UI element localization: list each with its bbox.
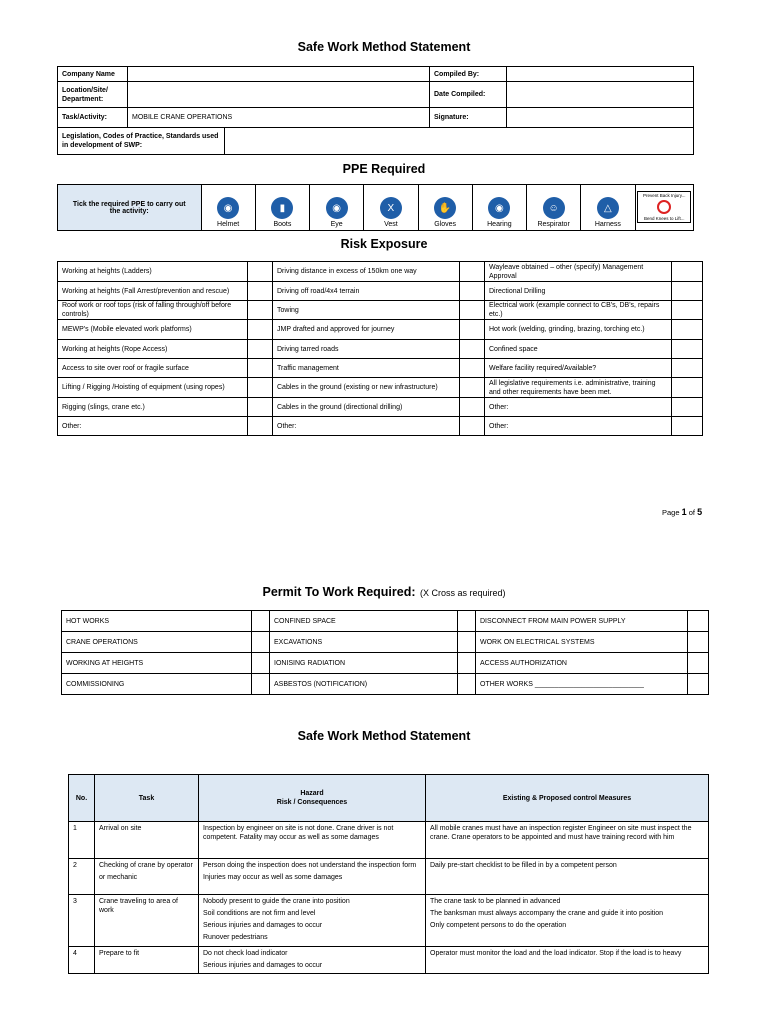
swms-hazard-line: Serious injuries and damages to occur (203, 962, 323, 969)
risk-checkbox[interactable] (248, 320, 273, 340)
boots-icon: ▮ (271, 197, 293, 219)
header-table (57, 66, 694, 155)
location-label: Location/Site/ Department: (58, 82, 128, 108)
company-name-label: Company Name (58, 67, 128, 82)
risk-checkbox[interactable] (248, 282, 273, 301)
col-control: Existing & Proposed control Measures (426, 775, 709, 822)
swms-hazard-cell (199, 822, 426, 859)
permit-item-label: EXCAVATIONS (270, 632, 458, 653)
ppe-label: Hearing (487, 221, 512, 228)
risk-item-label: Access to site over roof or fragile surface (58, 359, 248, 378)
risk-item-label: Other: (58, 417, 248, 436)
risk-checkbox[interactable] (460, 359, 485, 378)
ppe-hearing[interactable] (473, 185, 527, 230)
swms-hazard-line: Do not check load indicator (203, 950, 288, 957)
risk-item-label: Working at heights (Ladders) (58, 262, 248, 282)
swms-hazard-cell (199, 947, 426, 974)
step-number: 3 (69, 895, 95, 947)
step-number: 1 (69, 822, 95, 859)
permit-item-label: OTHER WORKS ____________________________ (476, 674, 688, 695)
signature-field[interactable] (507, 108, 694, 128)
risk-checkbox[interactable] (460, 301, 485, 320)
company-name-field[interactable] (128, 67, 430, 82)
ppe-label: Gloves (434, 221, 457, 228)
risk-item-label: Other: (273, 417, 460, 436)
swms-control-cell (426, 859, 709, 895)
permit-row (62, 611, 709, 632)
permit-item-label: HOT WORKS (62, 611, 252, 632)
risk-row (58, 262, 703, 282)
permit-row (62, 674, 709, 695)
risk-item-label: All legislative requirements i.e. administrative, training and other requirements have been met. (485, 378, 672, 398)
swms-control-line: The crane task to be planned in advanced (430, 898, 561, 905)
swms-row (69, 895, 709, 947)
swms-task-line: Prepare to fit (99, 950, 140, 957)
permit-note: (X Cross as required) (419, 588, 506, 598)
risk-item-label: Cables in the ground (existing or new infrastructure) (273, 378, 460, 398)
ppe-gloves[interactable] (419, 185, 473, 230)
risk-item-label: JMP drafted and approved for journey (273, 320, 460, 340)
page-prefix: Page (662, 508, 680, 517)
swms-control-line: Only competent persons to do the operation (430, 922, 567, 929)
helmet-icon: ◉ (217, 197, 239, 219)
page-total: 5 (697, 507, 703, 517)
swms-task-line: or mechanic (99, 874, 138, 881)
permit-checkbox[interactable] (458, 632, 476, 653)
ppe-label: Vest (384, 221, 398, 228)
permit-item-label: ACCESS AUTHORIZATION (476, 653, 688, 674)
risk-checkbox[interactable] (248, 378, 273, 398)
risk-item-label: Driving off road/4x4 terrain (273, 282, 460, 301)
permit-checkbox[interactable] (458, 653, 476, 674)
risk-checkbox[interactable] (672, 320, 703, 340)
risk-title: Risk Exposure (340, 237, 428, 251)
permit-item-label: WORKING AT HEIGHTS (62, 653, 252, 674)
permit-row (62, 632, 709, 653)
risk-checkbox[interactable] (460, 282, 485, 301)
risk-row (58, 359, 703, 378)
permit-checkbox[interactable] (458, 611, 476, 632)
risk-row (58, 301, 703, 320)
gloves-icon: ✋ (434, 197, 456, 219)
permit-item-label: WORK ON ELECTRICAL SYSTEMS (476, 632, 688, 653)
ppe-vest[interactable] (364, 185, 418, 230)
harness-icon: △ (597, 197, 619, 219)
swms-hazard-cell (199, 859, 426, 895)
ppe-title: PPE Required (342, 162, 426, 176)
date-compiled-label: Date Compiled: (430, 82, 507, 108)
swms-hazard-line: Soil conditions are not firm and level (203, 910, 316, 917)
risk-item-label: Traffic management (273, 359, 460, 378)
risk-item-label: Driving tarred roads (273, 340, 460, 359)
permit-checkbox[interactable] (688, 632, 709, 653)
step-number: 4 (69, 947, 95, 974)
location-field[interactable] (128, 82, 430, 108)
task-label: Task/Activity: (58, 108, 128, 128)
swms-table (68, 774, 709, 974)
swms-row (69, 859, 709, 895)
risk-item-label: Directional Drilling (485, 282, 672, 301)
risk-checkbox[interactable] (460, 340, 485, 359)
risk-item-label: Electrical work (example connect to CB's, DB's, repairs etc.) (485, 301, 672, 320)
swms-control-line: Operator must monitor the load and the load indicator. Stop if the load is to heavy (430, 950, 682, 957)
permit-item-label: ASBESTOS (NOTIFICATION) (270, 674, 458, 695)
ppe-respirator[interactable] (527, 185, 581, 230)
risk-item-label: Cables in the ground (directional drilling) (273, 398, 460, 417)
permit-item-label: DISCONNECT FROM MAIN POWER SUPPLY (476, 611, 688, 632)
ppe-label: Respirator (537, 221, 570, 228)
risk-checkbox[interactable] (248, 398, 273, 417)
risk-row (58, 417, 703, 436)
swms-task-cell (95, 895, 199, 947)
risk-item-label: Lifting / Rigging /Hoisting of equipment (using ropes) (58, 378, 248, 398)
page-of: of (688, 508, 695, 517)
permit-title-text: Permit To Work Required: (262, 585, 416, 599)
ppe-instruction: Tick the required PPE to carry out the activity: (58, 185, 202, 230)
ppe-label: Harness (594, 221, 621, 228)
permit-item-label: COMMISSIONING (62, 674, 252, 695)
permit-checkbox[interactable] (688, 611, 709, 632)
sign-bottom-text: Bend Knees to Lift... (643, 215, 685, 221)
risk-item-label: Rigging (slings, crane etc.) (58, 398, 248, 417)
ppe-panel (57, 184, 694, 231)
ppe-label: Eye (330, 221, 343, 228)
page-current: 1 (681, 507, 687, 517)
risk-checkbox[interactable] (248, 340, 273, 359)
risk-item-label: Welfare facility required/Available? (485, 359, 672, 378)
back-injury-sign (636, 185, 693, 230)
eye-icon: ◉ (326, 197, 348, 219)
risk-checkbox[interactable] (672, 262, 703, 282)
col-no: No. (69, 775, 95, 822)
swms-row (69, 822, 709, 859)
swms-hazard-line: Person doing the inspection does not understand the inspection form (203, 862, 417, 869)
col-hazard-line2: Risk / Consequences (276, 799, 348, 806)
respirator-icon: ☺ (543, 197, 565, 219)
swms-task-line: Crane traveling to area of work (99, 898, 178, 914)
risk-row (58, 340, 703, 359)
swms-task-line: Checking of crane by operator (99, 862, 193, 869)
risk-item-label: Towing (273, 301, 460, 320)
risk-item-label: Other: (485, 398, 672, 417)
compiled-by-field[interactable] (507, 67, 694, 82)
permit-checkbox[interactable] (252, 632, 270, 653)
risk-row (58, 398, 703, 417)
col-hazard-line1: Hazard (300, 790, 324, 797)
risk-checkbox[interactable] (248, 359, 273, 378)
signature-label: Signature: (430, 108, 507, 128)
risk-table (57, 261, 703, 436)
date-compiled-field[interactable] (507, 82, 694, 108)
risk-checkbox[interactable] (672, 301, 703, 320)
page-title: Safe Work Method Statement (297, 40, 471, 54)
permit-checkbox[interactable] (252, 674, 270, 695)
col-hazard (199, 775, 426, 822)
swms-control-line: All mobile cranes must have an inspection register Engineer on site must inspect the crane. Crane operators to be appointed and must have training record with him (430, 825, 692, 841)
swms-hazard-line: Nobody present to guide the crane into position (203, 898, 350, 905)
step-number: 2 (69, 859, 95, 895)
risk-item-label: Working at heights (Rope Access) (58, 340, 248, 359)
permit-item-label: CONFINED SPACE (270, 611, 458, 632)
ppe-label: Boots (273, 221, 292, 228)
swms-hazard-line: Inspection by engineer on site is not done. Crane driver is not competent. Fatality may occur as well as some damages (203, 825, 394, 841)
swms-hazard-line: Runover pedestrians (203, 934, 268, 941)
risk-row (58, 320, 703, 340)
swms-control-cell (426, 822, 709, 859)
col-task: Task (95, 775, 199, 822)
permit-checkbox[interactable] (458, 674, 476, 695)
permit-checkbox[interactable] (252, 653, 270, 674)
swms-row (69, 947, 709, 974)
risk-checkbox[interactable] (460, 398, 485, 417)
compiled-by-label: Compiled By: (430, 67, 507, 82)
ppe-eye[interactable] (310, 185, 364, 230)
prevent-back-injury-sign (637, 191, 691, 223)
vest-icon: X (380, 197, 402, 219)
risk-checkbox[interactable] (460, 320, 485, 340)
prohibition-icon (657, 200, 671, 214)
sign-top-text: Prevent Back Injury... (643, 192, 686, 198)
ppe-helmet[interactable] (202, 185, 256, 230)
risk-item-label: Confined space (485, 340, 672, 359)
risk-row (58, 282, 703, 301)
risk-item-label: Roof work or roof tops (risk of falling through/off before controls) (58, 301, 248, 320)
swms-control-line: Daily pre-start checklist to be filled in by a competent person (430, 862, 617, 869)
swms-task-cell (95, 947, 199, 974)
page-number (662, 507, 702, 517)
risk-checkbox[interactable] (248, 417, 273, 436)
risk-checkbox[interactable] (460, 262, 485, 282)
swms-control-cell (426, 895, 709, 947)
permit-checkbox[interactable] (688, 674, 709, 695)
swms-hazard-line: Injuries may occur as well as some damages (203, 874, 343, 881)
permit-item-label: IONISING RADIATION (270, 653, 458, 674)
legislation-label: Legislation, Codes of Practice, Standards used in development of SWP: (58, 128, 225, 155)
risk-checkbox[interactable] (672, 417, 703, 436)
risk-checkbox[interactable] (672, 378, 703, 398)
swms-control-line: The banksman must always accompany the crane and guide it into position (430, 910, 664, 917)
permit-item-label: CRANE OPERATIONS (62, 632, 252, 653)
ppe-boots[interactable] (256, 185, 310, 230)
permit-checkbox[interactable] (252, 611, 270, 632)
risk-checkbox[interactable] (672, 359, 703, 378)
risk-checkbox[interactable] (672, 398, 703, 417)
swms-task-line: Arrival on site (99, 825, 142, 832)
risk-item-label: Driving distance in excess of 150km one way (273, 262, 460, 282)
swms-task-cell (95, 859, 199, 895)
risk-item-label: Working at heights (Fall Arrest/prevention and rescue) (58, 282, 248, 301)
risk-checkbox[interactable] (460, 378, 485, 398)
hearing-icon: ◉ (488, 197, 510, 219)
permit-checkbox[interactable] (688, 653, 709, 674)
permit-title (0, 583, 768, 601)
risk-row (58, 378, 703, 398)
ppe-label: Helmet (217, 221, 240, 228)
risk-checkbox[interactable] (248, 262, 273, 282)
risk-item-label: MEWP's (Mobile elevated work platforms) (58, 320, 248, 340)
risk-item-label: Wayleave obtained – other (specify) Management Approval (485, 262, 672, 282)
swms-hazard-line: Serious injuries and damages to occur (203, 922, 323, 929)
risk-item-label: Other: (485, 417, 672, 436)
swms-hazard-cell (199, 895, 426, 947)
risk-checkbox[interactable] (248, 301, 273, 320)
task-value[interactable]: MOBILE CRANE OPERATIONS (128, 108, 430, 128)
ppe-harness[interactable] (581, 185, 635, 230)
swms-title: Safe Work Method Statement (297, 729, 471, 743)
swms-task-cell (95, 822, 199, 859)
permit-table (61, 610, 709, 695)
risk-item-label: Hot work (welding, grinding, brazing, torching etc.) (485, 320, 672, 340)
swms-control-cell (426, 947, 709, 974)
risk-checkbox[interactable] (460, 417, 485, 436)
risk-checkbox[interactable] (672, 282, 703, 301)
permit-row (62, 653, 709, 674)
legislation-field[interactable] (225, 128, 694, 155)
risk-checkbox[interactable] (672, 340, 703, 359)
